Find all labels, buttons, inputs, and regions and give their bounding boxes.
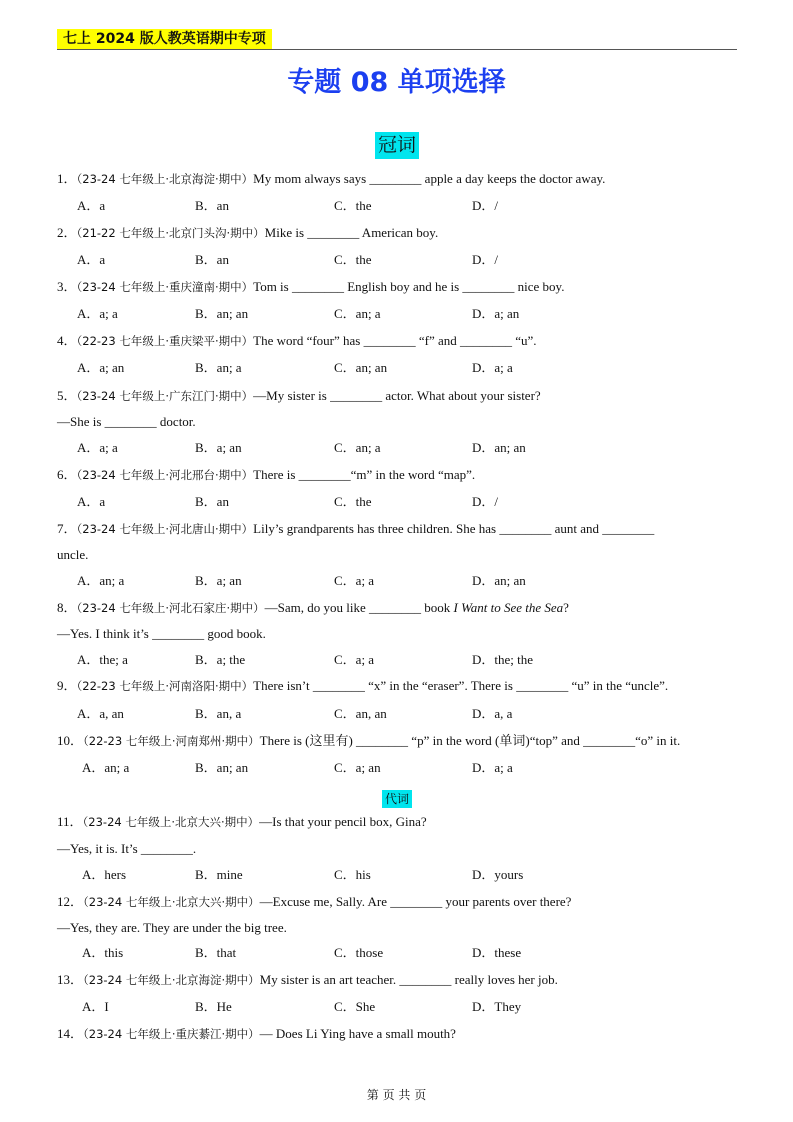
answer-option: A．an; a [77, 573, 125, 588]
answer-option: A．hers [82, 867, 127, 882]
answer-option: C．those [334, 945, 384, 960]
question-number: 3． [57, 279, 77, 294]
question-text: —My sister is ________ actor. What about your sister? [253, 388, 541, 403]
question-line-2: —Yes. I think it’s ________ good book. [57, 626, 266, 641]
question-source: （22-23 七年级上·重庆梁平·期中） [76, 334, 254, 348]
answer-option: C．an; a [334, 440, 381, 455]
question-stem [57, 279, 564, 295]
question-stem [57, 894, 571, 910]
answer-option: A．a, an [77, 706, 124, 721]
answer-option: A．a [77, 252, 106, 267]
question-stem [57, 171, 605, 187]
answer-option: C．an; a [334, 306, 381, 321]
answer-option: D．/ [472, 494, 499, 509]
answer-option: C．the [334, 494, 372, 509]
page-footer: 第 页 共 页 [366, 1088, 427, 1102]
answer-option: D．yours [472, 867, 524, 882]
question-number: 4． [57, 333, 77, 348]
answer-option: B．an; an [195, 306, 249, 321]
answer-option: D．these [472, 945, 522, 960]
question-number: 5． [57, 388, 77, 403]
answer-option: B．an [195, 252, 229, 267]
question-text: The word “four” has ________ “f” and ________ “u”. [253, 333, 537, 348]
answer-option: A．a; a [77, 306, 118, 321]
question-line-2: —Yes, it is. It’s ________. [57, 841, 197, 856]
question-number: 12． [57, 894, 84, 909]
answer-option: B．a; an [195, 440, 242, 455]
question-text: There is ________“m” in the word “map”. [253, 467, 476, 482]
answer-option: D．the; the [472, 652, 534, 667]
question-text: Lily’s grandparents has three children. She has ________ aunt and ________ [253, 521, 655, 536]
answer-option: D．a, a [472, 706, 513, 721]
answer-option: B．an, a [195, 706, 242, 721]
header-badge: 七上 2024 版人教英语期中专项 [57, 29, 272, 49]
question-number: 10． [57, 733, 84, 748]
question-text-tail: ? [563, 600, 569, 615]
answer-option: A．a; an [77, 360, 125, 375]
answer-option: C．the [334, 252, 372, 267]
question-source: （23-24 七年级上·重庆綦江·期中） [83, 1027, 260, 1041]
question-stem [57, 600, 569, 616]
section-heading-articles: 冠词 [375, 132, 419, 159]
answer-option: C．a; a [334, 652, 375, 667]
question-stem [57, 814, 427, 830]
answer-option: B．an; an [195, 760, 249, 775]
question-source: （21-22 七年级上·北京门头沟·期中） [76, 226, 265, 240]
question-number: 13． [57, 972, 84, 987]
question-number: 1． [57, 171, 77, 186]
question-stem [57, 521, 654, 537]
answer-option: D．They [472, 999, 522, 1014]
answer-option: A．this [82, 945, 124, 960]
answer-option: C．a; an [334, 760, 381, 775]
answer-option: B．an [195, 198, 229, 213]
answer-option: A．the; a [77, 652, 128, 667]
question-source: （23-24 七年级上·北京大兴·期中） [82, 815, 260, 829]
answer-option: D．an; an [472, 573, 526, 588]
answer-option: D．/ [472, 252, 499, 267]
answer-option: C．an; an [334, 360, 388, 375]
answer-option: B．an; a [195, 360, 242, 375]
question-source: （23-24 七年级上·河北邢台·期中） [76, 468, 254, 482]
question-stem [57, 972, 558, 988]
answer-option: D．a; a [472, 360, 513, 375]
answer-option: A．a [77, 198, 106, 213]
page-title: 专题 08 单项选择 [287, 67, 506, 98]
question-stem [57, 333, 537, 349]
answer-option: B．that [195, 945, 237, 960]
answer-option: A．I [82, 999, 109, 1014]
question-source: （23-24 七年级上·北京海淀·期中） [76, 172, 254, 186]
question-number: 9． [57, 678, 77, 693]
question-source: （23-24 七年级上·北京大兴·期中） [83, 895, 260, 909]
question-text: —Excuse me, Sally. Are ________ your parents over there? [259, 894, 572, 909]
question-number: 2． [57, 225, 77, 240]
answer-option: C．She [334, 999, 376, 1014]
question-source: （23-24 七年级上·北京海淀·期中） [83, 973, 260, 987]
question-stem [57, 225, 438, 241]
question-text: Tom is ________ English boy and he is ________ nice boy. [253, 279, 565, 294]
answer-option: B．He [195, 999, 232, 1014]
question-text: —Is that your pencil box, Gina? [259, 814, 427, 829]
question-line-2: —Yes, they are. They are under the big tree. [57, 920, 287, 935]
question-line-2: uncle. [57, 547, 89, 562]
question-text: — Does Li Ying have a small mouth? [259, 1026, 456, 1041]
answer-option: D．/ [472, 198, 499, 213]
answer-option: D．a; an [472, 306, 520, 321]
question-text: —Sam, do you like ________ book [264, 600, 454, 615]
question-stem [57, 678, 668, 694]
answer-option: A．an; a [82, 760, 130, 775]
question-number: 8． [57, 600, 77, 615]
answer-option: C．the [334, 198, 372, 213]
question-number: 14． [57, 1026, 84, 1041]
answer-option: B．a; the [195, 652, 246, 667]
answer-option: C．his [334, 867, 371, 882]
question-text: There isn’t ________ “x” in the “eraser”. There is ________ “u” in the “uncle”. [253, 678, 669, 693]
answer-option: C．an, an [334, 706, 387, 721]
book-title: I Want to See the Sea [453, 600, 564, 615]
question-stem [57, 467, 475, 483]
question-stem [57, 733, 680, 749]
question-source: （22-23 七年级上·河南洛阳·期中） [76, 679, 254, 693]
question-text: My mom always says ________ apple a day keeps the doctor away. [253, 171, 606, 186]
question-text: My sister is an art teacher. ________ really loves her job. [259, 972, 558, 987]
answer-option: D．a; a [472, 760, 513, 775]
question-number: 6． [57, 467, 77, 482]
question-text: There is (这里有) ________ “p” in the word (单词)“top” and ________“o” in it. [259, 733, 681, 748]
question-stem [57, 388, 541, 404]
question-text: Mike is ________ American boy. [264, 225, 439, 240]
answer-option: D．an; an [472, 440, 526, 455]
answer-option: A．a [77, 494, 106, 509]
header-divider [57, 49, 737, 50]
question-source: （23-24 七年级上·河北唐山·期中） [76, 522, 254, 536]
question-number: 11． [57, 814, 83, 829]
answer-option: C．a; a [334, 573, 375, 588]
question-line-2: —She is ________ doctor. [57, 414, 196, 429]
answer-option: B．mine [195, 867, 243, 882]
question-source: （23-24 七年级上·河北石家庄·期中） [76, 601, 265, 615]
question-source: （23-24 七年级上·广东江门·期中） [76, 389, 254, 403]
question-stem [57, 1026, 456, 1042]
question-source: （22-23 七年级上·河南郑州·期中） [83, 734, 260, 748]
section-heading-pronouns: 代词 [382, 790, 412, 808]
answer-option: B．a; an [195, 573, 242, 588]
question-source: （23-24 七年级上·重庆潼南·期中） [76, 280, 254, 294]
answer-option: B．an [195, 494, 229, 509]
answer-option: A．a; a [77, 440, 118, 455]
question-number: 7． [57, 521, 77, 536]
